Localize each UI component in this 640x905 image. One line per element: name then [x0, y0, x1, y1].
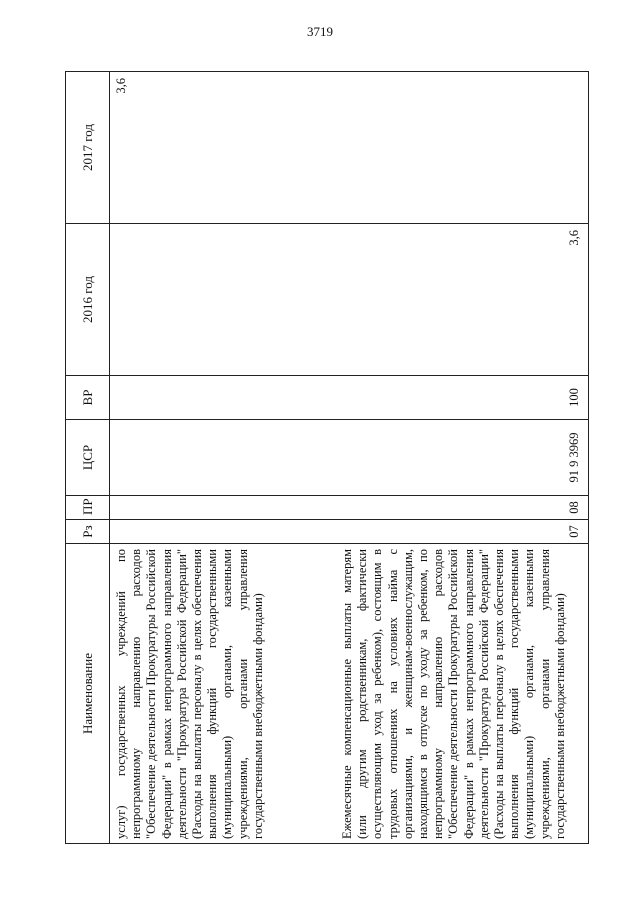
row-rz	[110, 520, 337, 544]
rotated-table-page	[65, 72, 581, 844]
row-name: Ежемесячные компенсационные выплаты матерям (или другим родственникам, фактически осуществляющим уход за ребенком), состоящим в трудовых отношениях на условиях найма с организациями, и женщинам-военнослужащим, находящимся в отпуске по уходу за ребенком, по непрограммному направлению расходов "Обеспечение деятельности Прокуратуры Российской Федерации" в рамках непрограммного направления деятельности "Прокуратура Российской Федерации" (Расходы на выплаты персоналу в целях обеспечения выполнения функций государственными (муниципальными) органами, казенными учреждениями, органами управления государственными внебюджетными фондами)	[336, 544, 589, 844]
header-name: Наименование	[66, 544, 110, 844]
row-name: услуг) государственных учреждений по непрограммному направлению расходов "Обеспечение деятельности Прокуратуры Российской Федерации" в рамках непрограммного направления деятельности "Прокуратура Российской Федерации" (Расходы на выплаты персоналу в целях обеспечения выполнения функций государственными (муниципальными) органами, казенными учреждениями, органами управления государственными внебюджетными фондами)	[110, 544, 337, 844]
row-rz: 07	[336, 520, 589, 544]
table-row	[110, 72, 337, 844]
row-vr	[110, 376, 337, 420]
row-pr	[110, 496, 337, 520]
header-2016: 2016 год	[66, 224, 110, 376]
budget-table	[65, 71, 589, 844]
row-2016: 3,6	[336, 224, 589, 376]
row-2017	[336, 72, 589, 224]
table-row	[336, 72, 589, 844]
row-pr: 08	[336, 496, 589, 520]
row-2017: 3,6	[110, 72, 337, 224]
header-rz: Рз	[66, 520, 110, 544]
page-number: 3719	[307, 24, 333, 39]
header-pr: ПР	[66, 496, 110, 520]
row-vr: 100	[336, 376, 589, 420]
header-csr: ЦСР	[66, 420, 110, 496]
header-row	[66, 72, 110, 844]
row-csr	[110, 420, 337, 496]
row-csr: 91 9 3969	[336, 420, 589, 496]
row-2016	[110, 224, 337, 376]
header-2017: 2017 год	[66, 72, 110, 224]
header-vr: ВР	[66, 376, 110, 420]
